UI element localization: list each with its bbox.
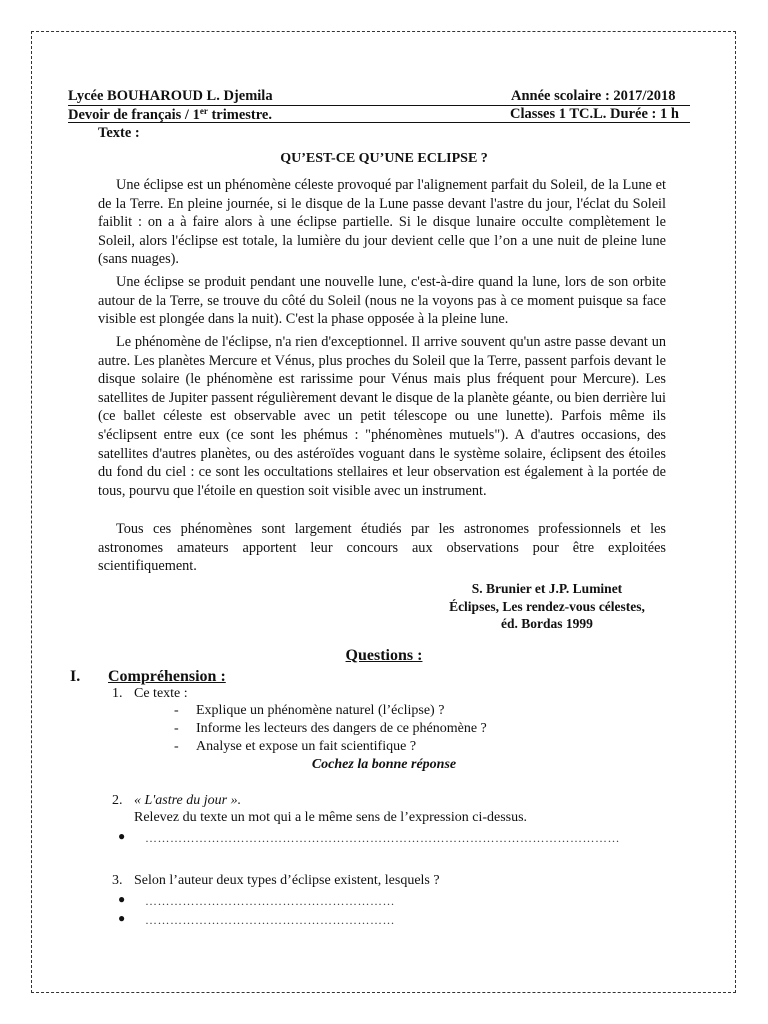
- source-authors: S. Brunier et J.P. Luminet: [471, 581, 623, 596]
- source-publisher: éd. Bordas 1999: [501, 616, 593, 631]
- questions-title: Questions :: [345, 647, 423, 664]
- q2-number: 2.: [112, 793, 123, 808]
- q1-option-dash: -: [174, 739, 179, 754]
- text-label: Texte :: [98, 125, 140, 141]
- paragraph-2: Une éclipse se produit pendant une nouvelle lune, c'est-à-dire quand la lune, lors de son orbite autour de la Terre, se trouve du côté du Soleil (nous ne la voyons pas à ce moment puisque sa face visible est plongée dans la nuit). C'est la phase opposée à la pleine lune.: [98, 274, 666, 328]
- q2-label: Relevez du texte un mot qui a le même sens de l’expression ci-dessus.: [134, 810, 528, 825]
- paragraph-4: Tous ces phénomènes sont largement étudiés par les astronomes professionnels et les astronomes amateurs apportent leur concours aux observations pour être exploitées scientifiquement.: [98, 521, 666, 575]
- bullet: ●: [118, 911, 126, 925]
- q1-option-dash: -: [174, 721, 179, 736]
- paragraph-1: Une éclipse est un phénomène céleste provoqué par l'alignement parfait du Soleil, de la Lune et de la Terre. En pleine journée, si le disque de la Lune passe devant l'astre du jour, l'éclat du Soleil faiblit : on a à faire alors à une éclipse partielle. Si le disque lunaire occulte complètement le Soleil, alors l'éclipse est totale, la lumière du jour devient celle que l’on a une nuit de pleine lune (sans nuages).: [98, 177, 666, 268]
- q1-option-dash: -: [174, 703, 179, 718]
- q3-label: Selon l’auteur deux types d’éclipse existent, lesquels ?: [134, 873, 440, 888]
- text-title: QU’EST-CE QU’UNE ECLIPSE ?: [280, 151, 488, 166]
- section-title: Compréhension :: [108, 668, 226, 685]
- school-year: Année scolaire : 2017/2018: [511, 88, 676, 104]
- header-rule-bottom: [68, 122, 690, 123]
- q3-answer-line-1[interactable]: ……………………………………………………: [145, 894, 395, 908]
- q2-quote: « L'astre du jour ».: [134, 793, 242, 808]
- q1-number: 1.: [112, 686, 123, 701]
- assignment-title: Devoir de français / 1er trimestre.: [68, 106, 272, 123]
- q3-answer-line-2[interactable]: ……………………………………………………: [145, 913, 395, 927]
- q1-option-2[interactable]: Informe les lecteurs des dangers de ce phénomène ?: [196, 721, 487, 736]
- q1-option-1[interactable]: Explique un phénomène naturel (l’éclipse) ?: [196, 703, 445, 718]
- school-name: Lycée BOUHAROUD L. Djemila: [68, 88, 273, 104]
- bullet: ●: [118, 892, 126, 906]
- q1-label: Ce texte :: [134, 686, 188, 701]
- section-numeral: I.: [70, 668, 81, 685]
- source-book: Éclipses, Les rendez-vous célestes,: [449, 599, 645, 614]
- class-duration: Classes 1 TC.L. Durée : 1 h: [510, 106, 679, 122]
- paragraph-3: Le phénomène de l'éclipse, n'a rien d'exceptionnel. Il arrive souvent qu'un astre passe devant un autre. Les planètes Mercure et Vénus, plus proches du Soleil que la Terre, passent parfois devant le disque solaire (le phénomène est rarissime pour Vénus mais plus fréquent pour Mercure). Les satellites de Jupiter passent régulièrement devant le disque de la planète géante, ou bien derrière lui (ce ballet céleste est observable avec un petit télescope ou une lunette). Parfois même ils s'éclipsent entre eux (ce sont les phémus : "phénomènes mutuels"). A d'autres occasions, des satellites d'autres planètes, ou des astéroïdes voguant dans le système solaire, éclipsent des étoiles du fond du ciel : ce sont les occultations stellaires et leur observation est également à la portée de tous, pourvu que l'étoile en question soit visible avec un instrument.: [98, 334, 666, 499]
- bullet: ●: [118, 829, 126, 843]
- q1-option-3[interactable]: Analyse et expose un fait scientifique ?: [196, 739, 417, 754]
- q1-instruction: Cochez la bonne réponse: [311, 757, 457, 772]
- q2-answer-line[interactable]: ……………………………………………………………………………………………………: [145, 831, 620, 845]
- q3-number: 3.: [112, 873, 123, 888]
